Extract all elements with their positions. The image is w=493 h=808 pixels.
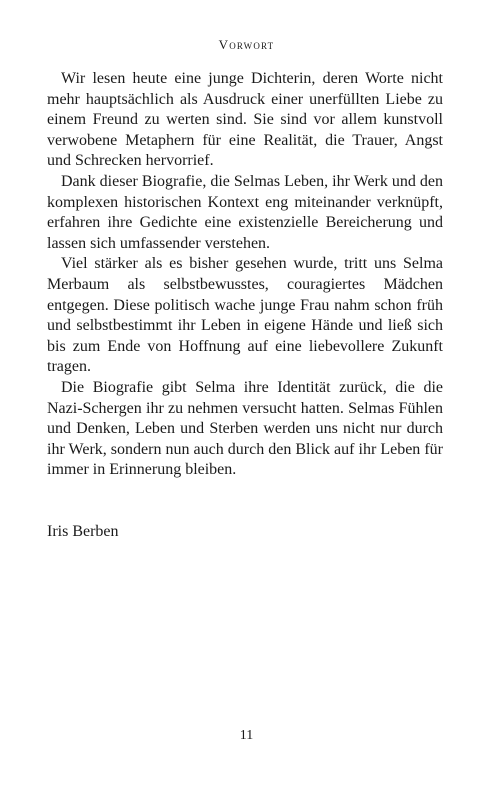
paragraph: Viel stärker als es bisher gesehen wurde, tritt uns Selma Merbaum als selbstbewusstes, couragiertes Mädchen entgegen. Diese politisch wache junge Frau nahm schon früh und selbstbestimmt ihr Leben in eigene Hände und ließ sich bis zum Ende von Hoffnung auf eine liebevollere Zukunft tragen. (47, 255, 443, 376)
paragraph: Wir lesen heute eine junge Dichterin, deren Worte nicht mehr hauptsächlich als Ausdruck einer unerfüllten Liebe zu einem Freund zu werten sind. Sie sind vor allem kunstvoll verwobene Metaphern für eine Realität, die Trauer, Angst und Schrecken hervorrief. (47, 70, 443, 170)
page-body (47, 69, 443, 542)
page-number: 11 (239, 728, 254, 743)
running-head: Vorwort (218, 37, 275, 52)
author-signature: Iris Berben (47, 522, 119, 540)
paragraph: Dank dieser Biografie, die Selmas Leben, ihr Werk und den komplexen historischen Kontext eng miteinander verknüpft, erfahren ihre Gedichte eine existenzielle Bereicherung und lassen sich umfassender verstehen. (47, 172, 443, 252)
paragraph: Die Biografie gibt Selma ihre Identität zurück, die die Nazi-Schergen ihr zu nehmen versucht hatten. Selmas Fühlen und Denken, Leben und Sterben werden uns nicht nur durch ihr Werk, sondern nun auch durch den Blick auf ihr Leben für immer in Erinnerung bleiben. (47, 378, 443, 479)
